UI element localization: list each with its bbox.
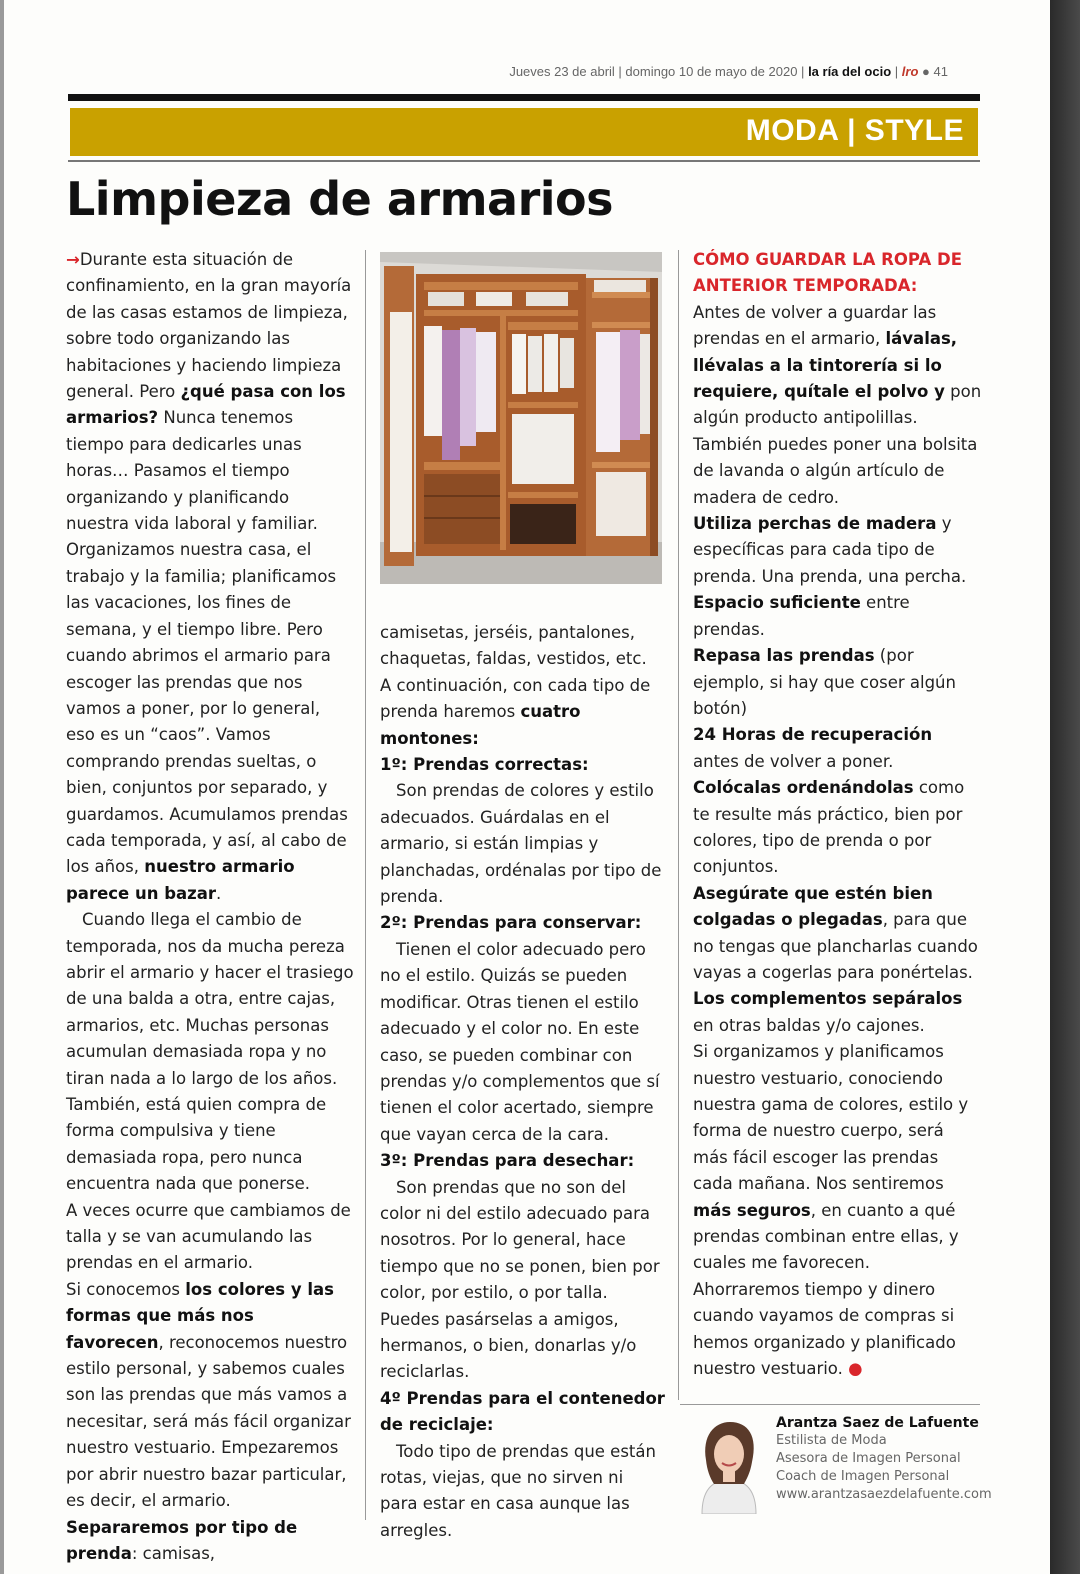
col3-paragraph-8: Los complementos sepáralos en otras baldas y/o cajones. <box>693 989 963 1035</box>
col1-paragraph-2: Cuando llega el cambio de temporada, nos da mucha pereza abrir el armario y hacer el trasiego de una balda a otra, entre cajas, armarios, etc. Muchas personas acumulan demasiada ropa y no tiran nada a lo largo de los años. También, está quien compra de forma compulsiva y tiene demasiada ropa, pero nunca encuentra nada que ponerse. <box>66 910 354 1194</box>
pile-3-heading: 3º: Prendas para desechar: <box>380 1151 635 1171</box>
col2-paragraph-2: A continuación, con cada tipo de prenda haremos cuatro montones: <box>380 675 651 748</box>
end-of-article-icon: ● <box>848 1359 863 1379</box>
col1-paragraph-3: A veces ocurre que cambiamos de talla y se van acumulando las prendas en el armario. <box>66 1200 351 1273</box>
page-number: 41 <box>933 64 948 79</box>
author-role-3: Coach de Imagen Personal <box>776 1469 950 1484</box>
col2-paragraph-1: camisetas, jerséis, pantalones, chaquetas, faldas, vestidos, etc. <box>380 623 647 669</box>
bullet-icon: ● <box>922 64 930 79</box>
col1-paragraph-1: →Durante esta situación de confinamiento, en la gran mayoría de las casas estamos de limpieza, sobre todo organizando las habitaciones y haciendo limpieza general. Pero ¿qué pasa con los armarios? Nunca tenemos tiempo para dedicarles unas horas… Pasamos el tiempo organizando y planificando nuestra vida laboral y familiar. Organizamos nuestra casa, el trabajo y la familia; planificamos las vacaciones, los fines de semana, y el tiempo libre. Pero cuando abrimos el armario para escoger las prendas que nos vamos a poner, por lo general, eso es un “caos”. Vamos comprando prendas sueltas, o bien, conjuntos por separado, y guardamos. Acumulamos prendas cada temporada, y así, al cabo de los años, nuestro armario parece un bazar. <box>66 250 352 903</box>
pile-4-heading: 4º Prendas para el contenedor de reciclaje: <box>380 1388 665 1435</box>
author-divider <box>680 1404 980 1405</box>
lro-logo: lro <box>901 64 919 79</box>
author-photo <box>688 1414 770 1514</box>
col3-paragraph-2: Utiliza perchas de madera y específicas para cada tipo de prenda. Una prenda, una percha. <box>693 514 967 586</box>
section-band <box>70 108 978 156</box>
column-divider-1 <box>365 250 366 1520</box>
pile-1-heading: 1º: Prendas correctas: <box>380 755 589 775</box>
col3-paragraph-3: Espacio suficiente entre prendas. <box>693 593 910 639</box>
section-title: MODA | STYLE <box>745 114 964 147</box>
col3-paragraph-6: Colócalas ordenándolas como te resulte más práctico, bien por colores, tipo de prenda o por conjuntos. <box>693 778 965 877</box>
page-folio <box>509 64 948 79</box>
section-underline <box>68 160 980 162</box>
pile-2-heading: 2º: Prendas para conservar: <box>380 913 642 933</box>
col3-paragraph-5: 24 Horas de recuperación antes de volver a poner. <box>693 725 933 771</box>
article-headline: Limpieza de armarios <box>66 172 614 226</box>
col3-paragraph-1: Antes de volver a guardar las prendas en el armario, lávalas, llévalas a la tintorería si lo requiere, quítale el polvo y pon algún producto antipolillas. También puedes poner una bolsita de lavanda o algún artículo de madera de cedro. <box>693 302 982 507</box>
page-edge-left <box>0 0 4 1574</box>
top-rule <box>68 94 980 101</box>
article-column-2 <box>380 620 665 1544</box>
storage-subheading: CÓMO GUARDAR LA ROPA DE ANTERIOR TEMPORADA: <box>693 250 962 296</box>
pile-3-text: Son prendas que no son del color ni del estilo adecuado para nosotros. Por lo general, hace tiempo que no se ponen, bien por color, por estilo, o por talla. Puedes pasárselas a amigos, hermanos, o bien, donarlas y/o reciclarlas. <box>380 1177 660 1382</box>
col3-paragraph-9: Si organizamos y planificamos nuestro vestuario, conociendo nuestra gama de colores, estilo y forma de nuestro cuerpo, será más fácil escoger las prendas cada mañana. Nos sentiremos más seguros, en cuanto a qué prendas combinan entre ellas, y cuales me favorecen. <box>693 1042 969 1273</box>
author-website[interactable]: www.arantzasaezdelafuente.com <box>776 1487 992 1502</box>
column-divider-2 <box>678 250 679 1400</box>
author-role-1: Estilista de Moda <box>776 1433 887 1448</box>
author-portrait-icon <box>688 1414 770 1514</box>
author-name: Arantza Saez de Lafuente <box>776 1415 979 1431</box>
pile-4-text: Todo tipo de prendas que están rotas, viejas, que no sirven ni para estar en casa aunque las arregles. <box>380 1441 656 1540</box>
pile-1-text: Son prendas de colores y estilo adecuados. Guárdalas en el armario, si están limpias y planchadas, ordénalas por tipo de prenda. <box>380 781 662 907</box>
wardrobe-photo <box>380 252 662 584</box>
arrow-right-icon: → <box>66 250 80 269</box>
col3-paragraph-10: Ahorraremos tiempo y dinero cuando vayamos de compras si hemos organizado y planificado nuestro vestuario. ● <box>693 1279 956 1379</box>
folio-dates: Jueves 23 de abril | domingo 10 de mayo de 2020 | <box>509 64 805 79</box>
article-column-3 <box>693 247 983 1382</box>
col3-paragraph-7: Asegúrate que estén bien colgadas o plegadas, para que no tengas que plancharlas cuando vayas a cogerlas para ponértelas. <box>693 883 978 982</box>
col1-paragraph-4: Si conocemos los colores y las formas que más nos favorecen, reconocemos nuestro estilo personal, y sabemos cuales son las prendas que más vamos a necesitar, será más fácil organizar nuestro vestuario. Empezaremos por abrir nuestro bazar particular, es decir, el armario. Separaremos por tipo de prenda: camisas, <box>66 1279 351 1563</box>
author-role-2: Asesora de Imagen Personal <box>776 1451 961 1466</box>
col3-paragraph-4: Repasa las prendas (por ejemplo, si hay que coser algún botón) <box>693 646 956 718</box>
author-box <box>776 1414 992 1504</box>
pile-2-text: Tienen el color adecuado pero no el estilo. Quizás se pueden modificar. Otras tienen el estilo adecuado y el color no. En este caso, se pueden combinar con prendas y/o complementos que sí tienen el color acertado, siempre que vayan cerca de la cara. <box>380 939 660 1144</box>
article-column-1 <box>66 247 354 1567</box>
page-edge-shadow <box>1050 0 1080 1574</box>
folio-publication: la ría del ocio <box>808 64 892 79</box>
folio-separator: | <box>894 64 899 79</box>
wardrobe-illustration <box>380 252 662 584</box>
